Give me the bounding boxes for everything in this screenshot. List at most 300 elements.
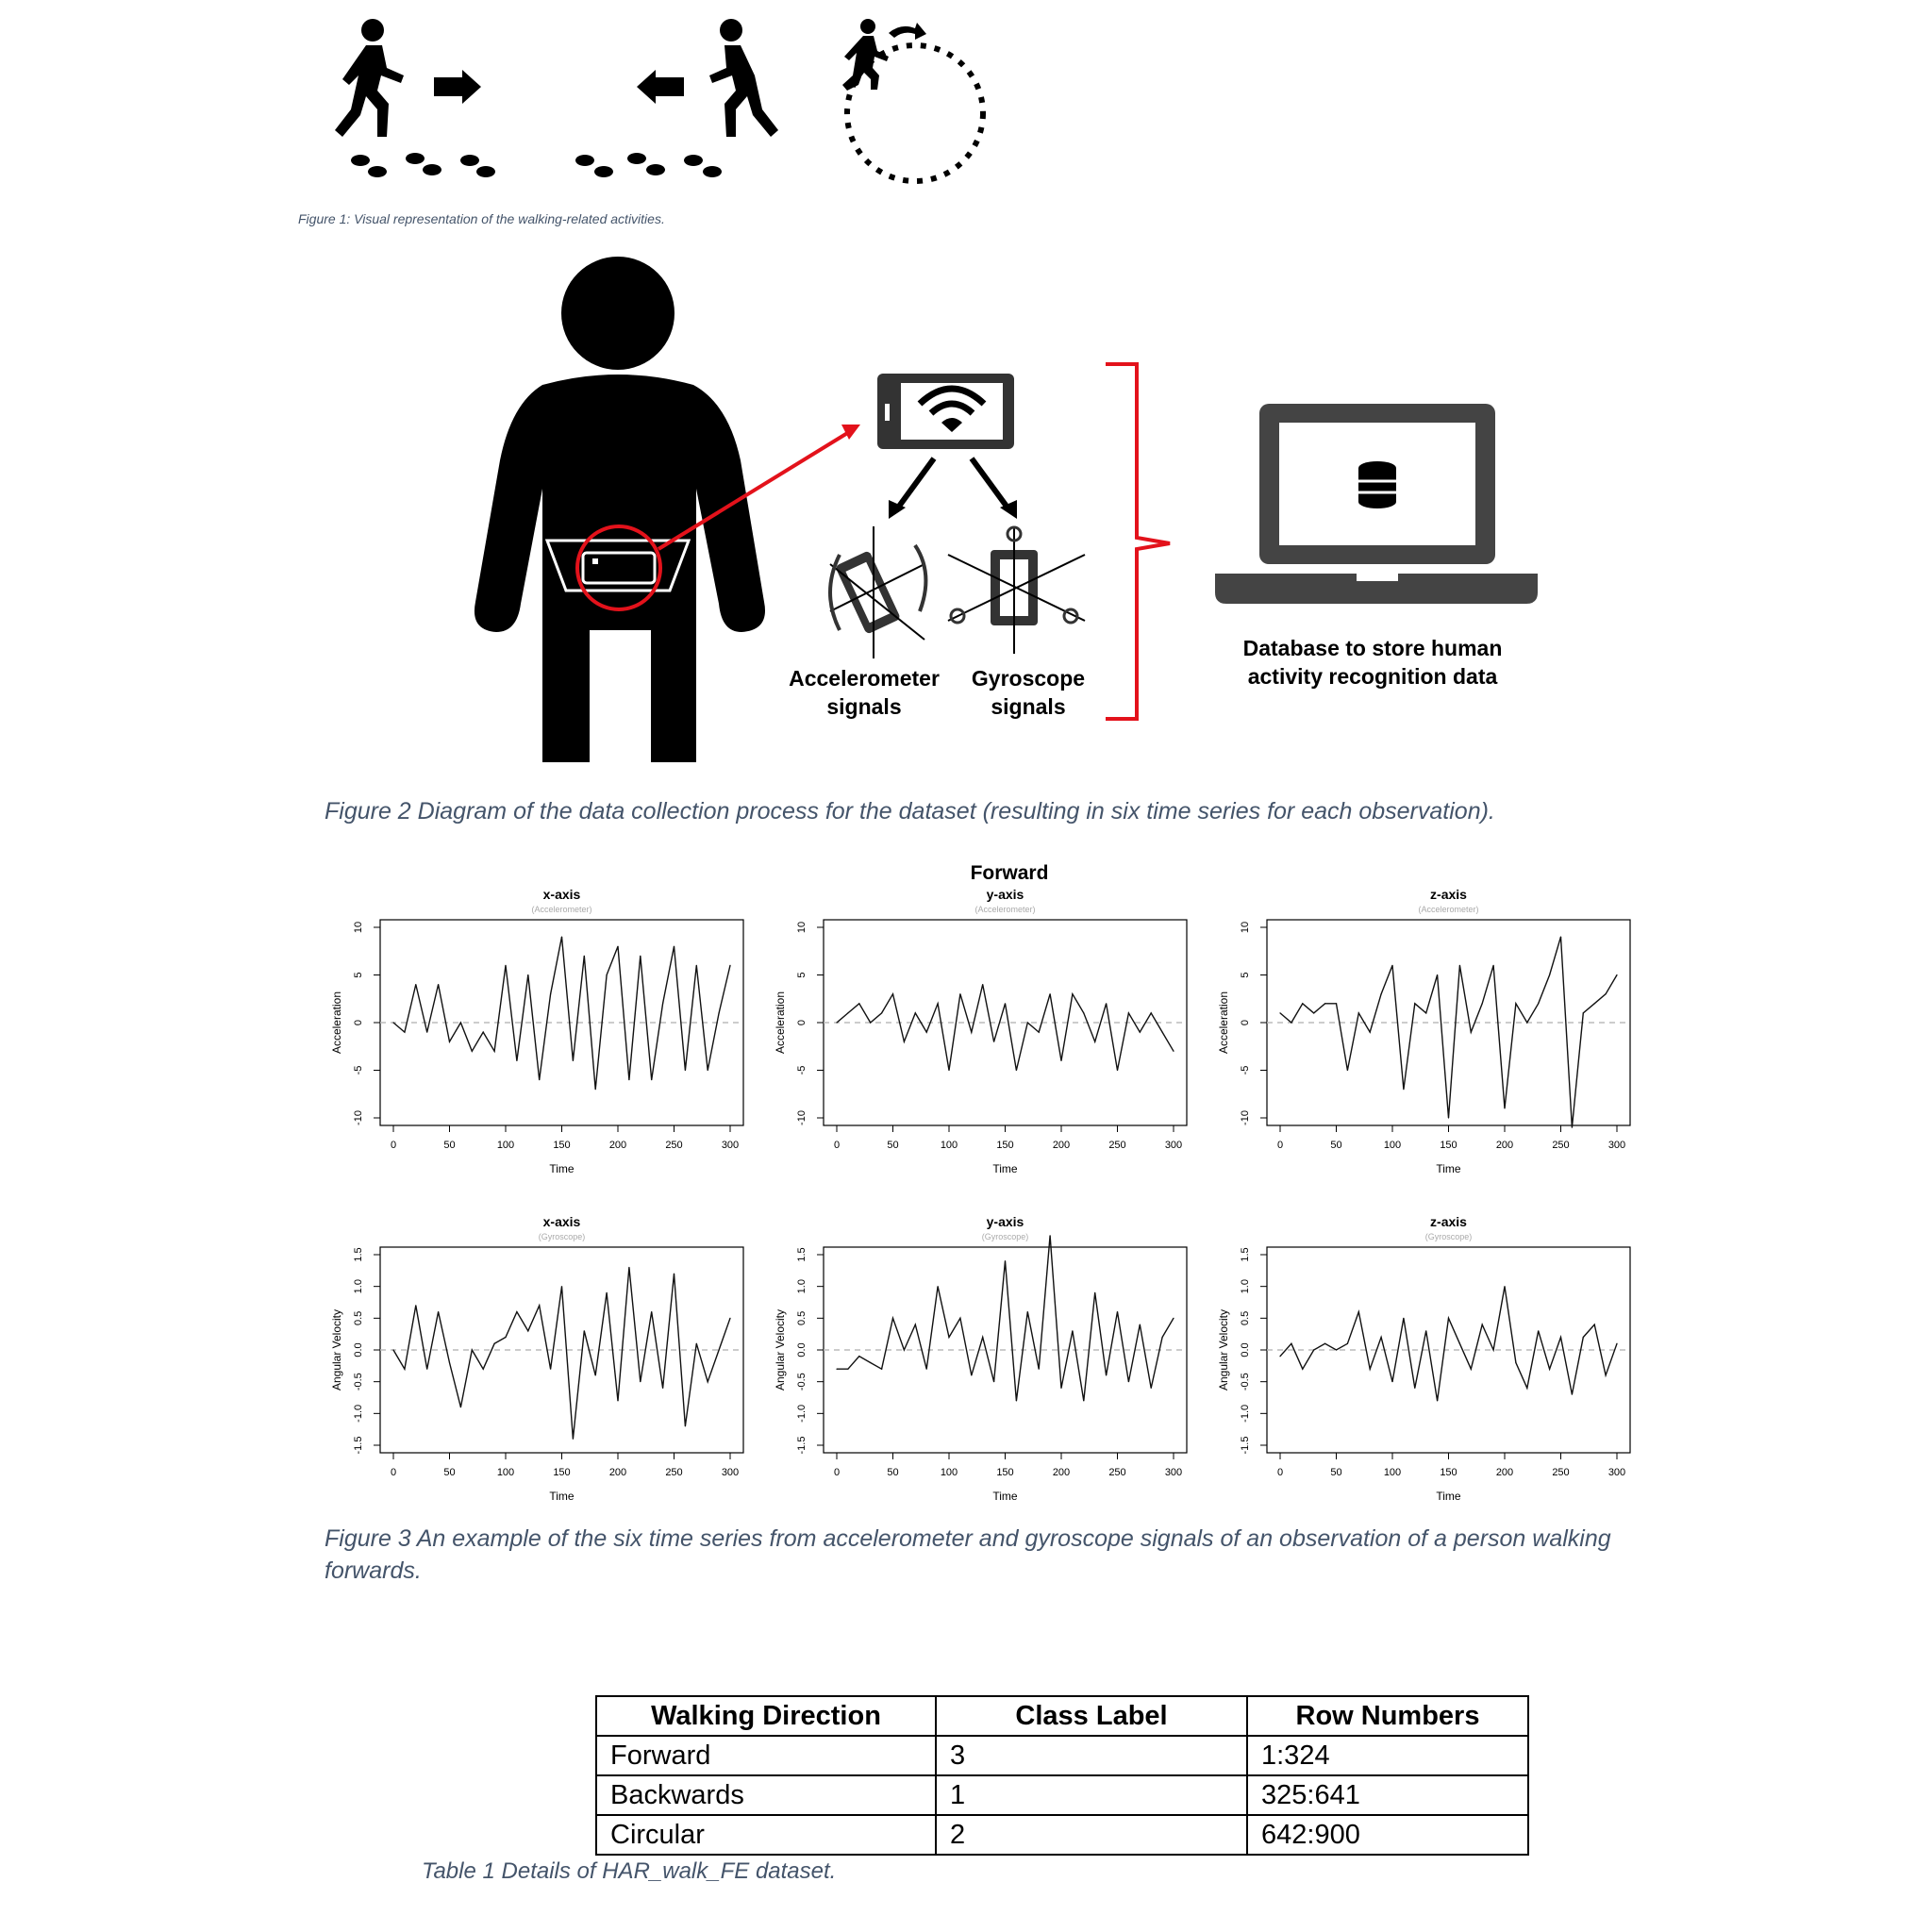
data-point	[527, 1330, 528, 1331]
y-tick-label: 0	[353, 1019, 364, 1026]
data-point	[651, 1079, 652, 1080]
data-point	[1549, 974, 1550, 975]
data-point	[1324, 1343, 1325, 1344]
chart-subtitle: (Accelerometer)	[974, 905, 1036, 914]
x-axis-label: Time	[1436, 1490, 1461, 1503]
data-point	[1515, 1003, 1516, 1004]
data-point	[472, 1349, 473, 1350]
data-point	[584, 1330, 585, 1331]
har-walk-table	[595, 1695, 1529, 1856]
y-tick-label: 1.5	[1240, 1247, 1251, 1262]
y-tick-label: -10	[1240, 1110, 1251, 1125]
x-tick-label: 150	[996, 1467, 1014, 1478]
data-point	[1005, 1003, 1006, 1004]
data-point	[1414, 1388, 1415, 1389]
gyroscope-label: Gyroscope signals	[971, 666, 1086, 719]
cell-row-numbers: 642:900	[1247, 1815, 1528, 1855]
y-tick-label: -10	[353, 1110, 364, 1125]
data-point	[426, 1032, 427, 1033]
x-tick-label: 300	[1607, 1140, 1626, 1151]
data-point	[1572, 1394, 1573, 1395]
x-axis-label: Time	[992, 1162, 1018, 1175]
data-point	[1279, 1012, 1280, 1013]
data-point	[993, 1381, 994, 1382]
data-point	[550, 1369, 551, 1370]
data-point	[870, 1362, 871, 1363]
y-tick-label: 1.0	[796, 1279, 808, 1294]
chart-panel	[774, 1214, 1187, 1503]
data-point	[640, 956, 641, 957]
data-point	[1173, 1318, 1174, 1319]
data-point	[1594, 1003, 1595, 1004]
chart-subtitle: (Gyroscope)	[981, 1232, 1029, 1241]
data-point	[1370, 1369, 1371, 1370]
y-tick-label: -5	[796, 1065, 808, 1075]
data-point	[1459, 1343, 1460, 1344]
data-point	[1140, 1032, 1141, 1033]
data-point	[1606, 1374, 1607, 1375]
data-point	[1313, 1349, 1314, 1350]
y-tick-label: 0.5	[1240, 1310, 1251, 1325]
data-point	[1471, 1369, 1472, 1370]
x-tick-label: 200	[608, 1467, 627, 1478]
data-point	[628, 1267, 629, 1268]
data-point	[651, 1311, 652, 1312]
x-tick-label: 250	[665, 1467, 683, 1478]
table-row	[596, 1736, 1528, 1775]
data-point	[561, 937, 562, 938]
data-point	[915, 1012, 916, 1013]
data-point	[1324, 1003, 1325, 1004]
data-point	[1128, 1012, 1129, 1013]
x-tick-label: 300	[1164, 1467, 1183, 1478]
x-tick-label: 50	[887, 1140, 899, 1151]
x-tick-label: 0	[390, 1467, 397, 1478]
data-point	[505, 965, 506, 966]
data-point	[1583, 1012, 1584, 1013]
data-point	[595, 1374, 596, 1375]
chart-subtitle: (Accelerometer)	[1418, 905, 1479, 914]
y-tick-label: 0.0	[1240, 1342, 1251, 1357]
data-point	[1381, 993, 1382, 994]
data-point	[1060, 1060, 1061, 1061]
data-point	[719, 1012, 720, 1013]
data-point	[1162, 1337, 1163, 1338]
data-point	[392, 1022, 393, 1023]
data-point	[415, 984, 416, 985]
data-point	[1583, 1337, 1584, 1338]
data-point	[1414, 1003, 1415, 1004]
x-axis-label: Time	[549, 1162, 575, 1175]
data-point	[1437, 1400, 1438, 1401]
x-tick-label: 200	[1052, 1140, 1071, 1151]
data-point	[1616, 1343, 1617, 1344]
chart-subtitle: (Gyroscope)	[538, 1232, 586, 1241]
data-point	[847, 1369, 848, 1370]
chart-title: x-axis	[542, 887, 581, 902]
y-tick-label: -0.5	[796, 1373, 808, 1391]
data-point	[494, 1051, 495, 1052]
chart-panel	[774, 887, 1187, 1175]
data-point	[1425, 1012, 1426, 1013]
data-point	[449, 1362, 450, 1363]
data-point	[870, 1022, 871, 1023]
x-tick-label: 250	[1108, 1140, 1126, 1151]
x-tick-label: 0	[1276, 1467, 1284, 1478]
x-tick-label: 150	[996, 1140, 1014, 1151]
data-point	[1370, 1032, 1371, 1033]
data-point	[1094, 1041, 1095, 1042]
series-line	[837, 1236, 1174, 1401]
data-point	[836, 1022, 837, 1023]
data-point	[1106, 1003, 1107, 1004]
data-point	[1128, 1381, 1129, 1382]
x-tick-label: 0	[390, 1140, 397, 1151]
data-point	[881, 1012, 882, 1013]
series-line	[1280, 937, 1617, 1127]
data-point	[1027, 1311, 1028, 1312]
chart-title: z-axis	[1430, 887, 1467, 902]
y-tick-label: 10	[796, 921, 808, 934]
data-point	[1437, 974, 1438, 975]
x-tick-label: 300	[721, 1467, 740, 1478]
data-point	[561, 1286, 562, 1287]
data-point	[1526, 1022, 1527, 1023]
data-point	[685, 1070, 686, 1071]
series-line	[393, 937, 730, 1090]
x-tick-label: 0	[833, 1467, 841, 1478]
data-point	[685, 1425, 686, 1426]
x-tick-label: 250	[1552, 1140, 1570, 1151]
data-point	[550, 993, 551, 994]
data-point	[1016, 1070, 1017, 1071]
x-tick-label: 150	[1440, 1467, 1457, 1478]
data-point	[938, 1003, 939, 1004]
data-point	[460, 1022, 461, 1023]
y-axis-label: Acceleration	[1217, 991, 1230, 1055]
data-point	[584, 956, 585, 957]
series-line	[1280, 1287, 1617, 1401]
data-point	[1005, 1260, 1006, 1261]
data-point	[1403, 1318, 1404, 1319]
figure3-caption: Figure 3 An example of the six time series from accelerometer and gyroscope signals of an observation of a person walking forwards.	[325, 1525, 1611, 1584]
data-point	[1391, 965, 1392, 966]
data-point	[438, 984, 439, 985]
data-point	[1072, 993, 1073, 994]
chart-title: x-axis	[542, 1214, 581, 1229]
series-line	[393, 1268, 730, 1440]
y-tick-label: -1.0	[353, 1404, 364, 1423]
data-point	[472, 1051, 473, 1052]
y-tick-label: 10	[353, 921, 364, 934]
data-point	[1039, 1369, 1040, 1370]
data-point	[1050, 1235, 1051, 1236]
y-tick-label: -1.0	[796, 1404, 808, 1423]
data-point	[858, 1356, 859, 1357]
y-tick-label: 5	[353, 972, 364, 978]
database-label: Database to store human activity recognition data	[1242, 636, 1503, 689]
y-axis-label: Angular Velocity	[1217, 1308, 1230, 1391]
chart-title: y-axis	[986, 887, 1024, 902]
data-point	[1549, 1369, 1550, 1370]
data-point	[1302, 1003, 1303, 1004]
data-point	[483, 1032, 484, 1033]
data-point	[1060, 1388, 1061, 1389]
x-tick-label: 150	[553, 1140, 571, 1151]
chart-panel	[330, 887, 743, 1175]
data-point	[516, 1060, 517, 1061]
table-row	[596, 1815, 1528, 1855]
x-tick-label: 100	[1383, 1467, 1402, 1478]
data-point	[404, 1032, 405, 1033]
chart-subtitle: (Accelerometer)	[531, 905, 592, 914]
data-point	[1403, 1089, 1404, 1090]
data-point	[1459, 965, 1460, 966]
x-tick-label: 100	[940, 1140, 958, 1151]
table-header-row	[596, 1696, 1528, 1736]
accelerometer-label: Accelerometer signals	[789, 666, 940, 719]
x-tick-label: 200	[1495, 1140, 1514, 1151]
data-point	[1493, 965, 1494, 966]
chart-panel	[1217, 1214, 1630, 1503]
data-point	[1381, 1337, 1382, 1338]
data-point	[539, 1079, 540, 1080]
data-point	[1448, 1117, 1449, 1118]
y-tick-label: 1.0	[1240, 1279, 1251, 1294]
x-tick-label: 50	[1330, 1140, 1342, 1151]
data-point	[1083, 1400, 1084, 1401]
data-point	[404, 1369, 405, 1370]
data-point	[926, 1032, 927, 1033]
data-point	[662, 1388, 663, 1389]
data-point	[527, 974, 528, 975]
cell-direction: Circular	[596, 1815, 936, 1855]
x-tick-label: 0	[1276, 1140, 1284, 1151]
x-tick-label: 50	[443, 1467, 456, 1478]
data-point	[1504, 1286, 1505, 1287]
chart-title: z-axis	[1430, 1214, 1467, 1229]
x-tick-label: 0	[833, 1140, 841, 1151]
y-tick-label: -1.5	[796, 1436, 808, 1455]
data-point	[1173, 1051, 1174, 1052]
cell-class-label: 3	[936, 1736, 1247, 1775]
data-point	[1027, 1022, 1028, 1023]
figure1-caption: Figure 1: Visual representation of the walking-related activities.	[298, 211, 665, 226]
data-point	[1515, 1362, 1516, 1363]
y-tick-label: 5	[1240, 972, 1251, 978]
data-point	[607, 1292, 608, 1293]
x-tick-label: 50	[887, 1467, 899, 1478]
chart-subtitle: (Gyroscope)	[1424, 1232, 1473, 1241]
x-tick-label: 100	[496, 1140, 515, 1151]
data-point	[1039, 1032, 1040, 1033]
data-point	[1151, 1012, 1152, 1013]
y-tick-label: 0	[796, 1019, 808, 1026]
data-point	[505, 1337, 506, 1338]
header-class-label: Class Label	[936, 1696, 1247, 1736]
data-point	[1526, 1388, 1527, 1389]
data-point	[1117, 1311, 1118, 1312]
y-tick-label: -1.5	[1240, 1436, 1251, 1455]
data-point	[1538, 1003, 1539, 1004]
data-point	[982, 1337, 983, 1338]
chart-title: y-axis	[986, 1214, 1024, 1229]
x-tick-label: 50	[443, 1140, 456, 1151]
data-point	[573, 1439, 574, 1440]
header-walking-direction: Walking Direction	[596, 1696, 936, 1736]
data-point	[1606, 993, 1607, 994]
data-point	[904, 1349, 905, 1350]
x-tick-label: 150	[1440, 1140, 1457, 1151]
data-point	[392, 1349, 393, 1350]
data-point	[674, 946, 675, 947]
data-point	[617, 946, 618, 947]
data-point	[1336, 1003, 1337, 1004]
data-point	[971, 1032, 972, 1033]
table-row	[596, 1775, 1528, 1815]
data-point	[1358, 1012, 1359, 1013]
data-point	[640, 1381, 641, 1382]
figure2-caption: Figure 2 Diagram of the data collection process for the dataset (resulting in six time series for each observation).	[325, 798, 1495, 824]
cell-row-numbers: 1:324	[1247, 1736, 1528, 1775]
data-point	[573, 1060, 574, 1061]
cell-class-label: 1	[936, 1775, 1247, 1815]
data-point	[847, 1012, 848, 1013]
data-point	[1094, 1292, 1095, 1293]
data-point	[1106, 1374, 1107, 1375]
y-tick-label: -1.0	[1240, 1404, 1251, 1423]
header-row-numbers: Row Numbers	[1247, 1696, 1528, 1736]
chart-panel	[330, 1214, 743, 1503]
x-tick-label: 200	[608, 1140, 627, 1151]
data-point	[1425, 1330, 1426, 1331]
data-point	[415, 1305, 416, 1306]
x-tick-label: 100	[940, 1467, 958, 1478]
data-point	[607, 974, 608, 975]
data-point	[1538, 1330, 1539, 1331]
data-point	[1302, 1369, 1303, 1370]
data-point	[628, 1079, 629, 1080]
x-tick-label: 200	[1052, 1467, 1071, 1478]
data-point	[982, 984, 983, 985]
x-axis-label: Time	[1436, 1162, 1461, 1175]
y-tick-label: 1.5	[796, 1247, 808, 1262]
y-axis-label: Acceleration	[330, 991, 343, 1055]
y-axis-label: Angular Velocity	[774, 1308, 787, 1391]
data-point	[1336, 1349, 1337, 1350]
data-point	[971, 1374, 972, 1375]
x-tick-label: 300	[1607, 1467, 1626, 1478]
x-tick-label: 250	[1552, 1467, 1570, 1478]
data-point	[662, 1003, 663, 1004]
data-point	[449, 1041, 450, 1042]
data-point	[1616, 974, 1617, 975]
data-point	[948, 1337, 949, 1338]
y-axis-label: Angular Velocity	[330, 1308, 343, 1391]
x-tick-label: 300	[1164, 1140, 1183, 1151]
data-point	[959, 993, 960, 994]
y-tick-label: -10	[796, 1110, 808, 1125]
data-point	[516, 1311, 517, 1312]
data-point	[426, 1369, 427, 1370]
data-point	[1482, 1003, 1483, 1004]
data-point	[993, 1041, 994, 1042]
y-tick-label: 1.0	[353, 1279, 364, 1294]
x-tick-label: 100	[1383, 1140, 1402, 1151]
y-tick-label: 1.5	[353, 1247, 364, 1262]
x-tick-label: 200	[1495, 1467, 1514, 1478]
data-point	[1560, 1337, 1561, 1338]
data-point	[1471, 1032, 1472, 1033]
x-axis-label: Time	[992, 1490, 1018, 1503]
data-point	[719, 1349, 720, 1350]
y-tick-label: 0.0	[796, 1342, 808, 1357]
y-tick-label: -0.5	[1240, 1373, 1251, 1391]
x-axis-label: Time	[549, 1490, 575, 1503]
x-tick-label: 50	[1330, 1467, 1342, 1478]
data-point	[1572, 1127, 1573, 1128]
data-point	[595, 1089, 596, 1090]
cell-class-label: 2	[936, 1815, 1247, 1855]
data-point	[539, 1305, 540, 1306]
y-tick-label: -0.5	[353, 1373, 364, 1391]
data-point	[696, 965, 697, 966]
data-point	[904, 1041, 905, 1042]
data-point	[1072, 1330, 1073, 1331]
cell-row-numbers: 325:641	[1247, 1775, 1528, 1815]
data-point	[1560, 937, 1561, 938]
data-point	[1162, 1032, 1163, 1033]
data-point	[836, 1369, 837, 1370]
x-tick-label: 300	[721, 1140, 740, 1151]
data-point	[892, 993, 893, 994]
data-point	[617, 1400, 618, 1401]
data-point	[1050, 993, 1051, 994]
data-point	[1016, 1400, 1017, 1401]
data-point	[729, 965, 730, 966]
y-tick-label: 0.5	[353, 1310, 364, 1325]
cell-direction: Forward	[596, 1736, 936, 1775]
data-point	[1313, 1012, 1314, 1013]
x-tick-label: 250	[665, 1140, 683, 1151]
table1-caption: Table 1 Details of HAR_walk_FE dataset.	[422, 1858, 837, 1884]
series-line	[837, 985, 1174, 1071]
x-tick-label: 150	[553, 1467, 571, 1478]
y-tick-label: -5	[1240, 1065, 1251, 1075]
y-tick-label: -1.5	[353, 1436, 364, 1455]
y-axis-label: Acceleration	[774, 991, 787, 1055]
data-point	[696, 1343, 697, 1344]
data-point	[938, 1286, 939, 1287]
y-tick-label: 0.5	[796, 1310, 808, 1325]
data-point	[1279, 1356, 1280, 1357]
data-point	[1391, 1381, 1392, 1382]
cell-direction: Backwards	[596, 1775, 936, 1815]
data-point	[881, 1369, 882, 1370]
data-point	[892, 1318, 893, 1319]
data-point	[1117, 1070, 1118, 1071]
data-point	[948, 1070, 949, 1071]
data-point	[494, 1343, 495, 1344]
x-tick-label: 100	[496, 1467, 515, 1478]
data-point	[1151, 1388, 1152, 1389]
data-point	[729, 1318, 730, 1319]
figure3-title: Forward	[970, 862, 1049, 884]
y-tick-label: 0	[1240, 1019, 1251, 1026]
data-point	[1347, 1343, 1348, 1344]
y-tick-label: 5	[796, 972, 808, 978]
data-point	[1493, 1349, 1494, 1350]
